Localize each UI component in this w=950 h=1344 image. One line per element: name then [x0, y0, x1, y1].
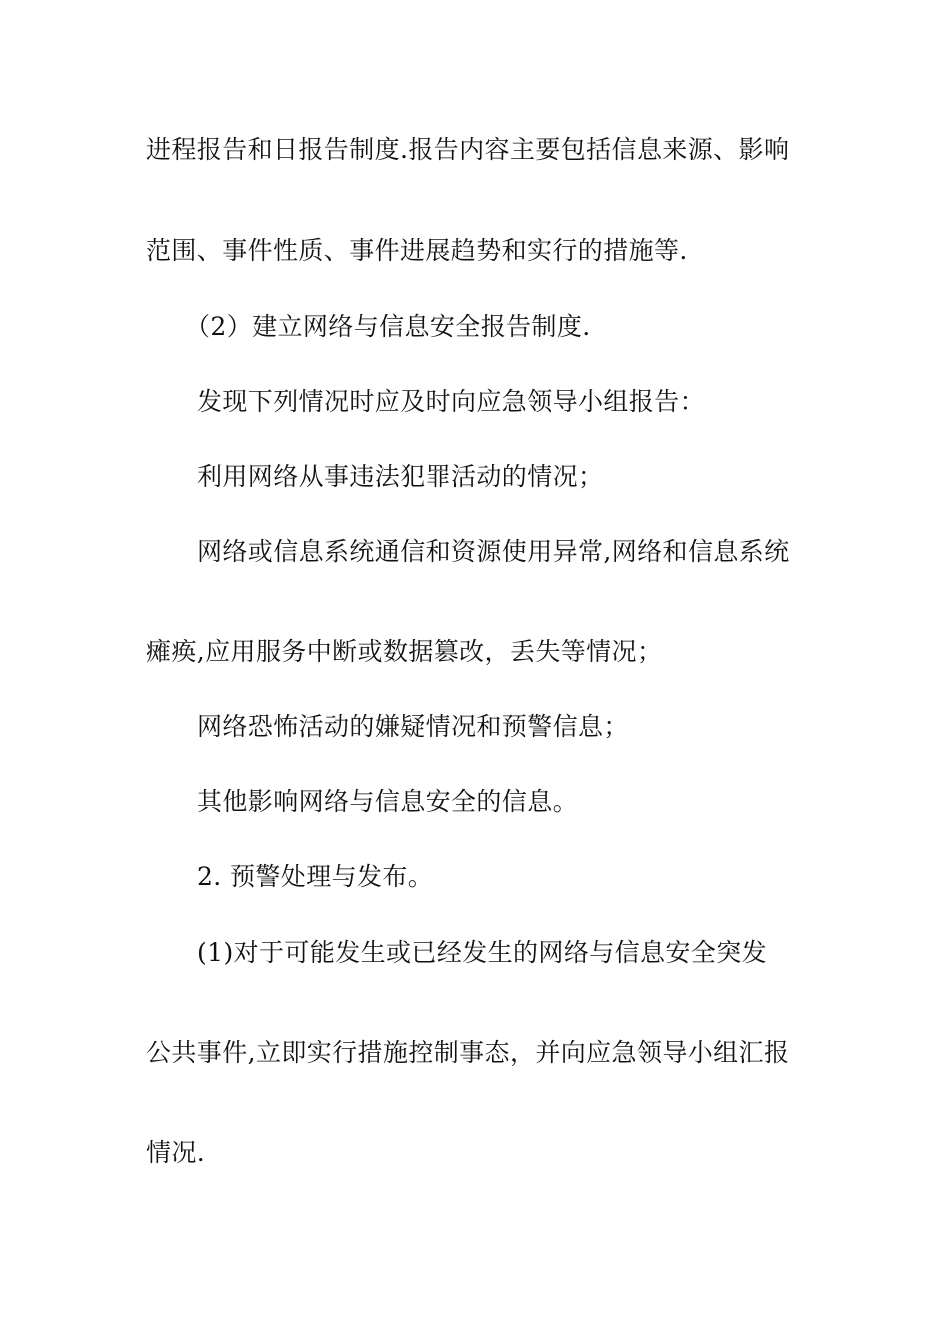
text-line-11: (1)对于可能发生或已经发生的网络与信息安全突发 — [197, 938, 768, 967]
list-item-3: 网络恐怖活动的嫌疑情况和预警信息； — [197, 712, 629, 741]
list-item-2-cont: 瘫痪,应用服务中断或数据篡改，丢失等情况； — [146, 637, 663, 666]
section-heading-2: （2）建立网络与信息安全报告制度. — [185, 312, 591, 341]
text-line-12: 公共事件,立即实行措施控制事态，并向应急领导小组汇报 — [146, 1038, 790, 1067]
text-line-4: 发现下列情况时应及时向应急领导小组报告： — [197, 387, 706, 416]
list-item-2: 网络或信息系统通信和资源使用异常,网络和信息系统 — [197, 537, 790, 566]
text-line-1: 进程报告和日报告制度.报告内容主要包括信息来源、影响 — [146, 135, 790, 164]
list-item-1: 利用网络从事违法犯罪活动的情况； — [197, 462, 604, 491]
list-item-4: 其他影响网络与信息安全的信息。 — [197, 787, 579, 816]
text-line-13: 情况. — [146, 1138, 206, 1167]
text-line-2: 范围、事件性质、事件进展趋势和实行的措施等. — [146, 236, 688, 265]
section-heading-warning: 2. 预警处理与发布。 — [197, 862, 434, 891]
